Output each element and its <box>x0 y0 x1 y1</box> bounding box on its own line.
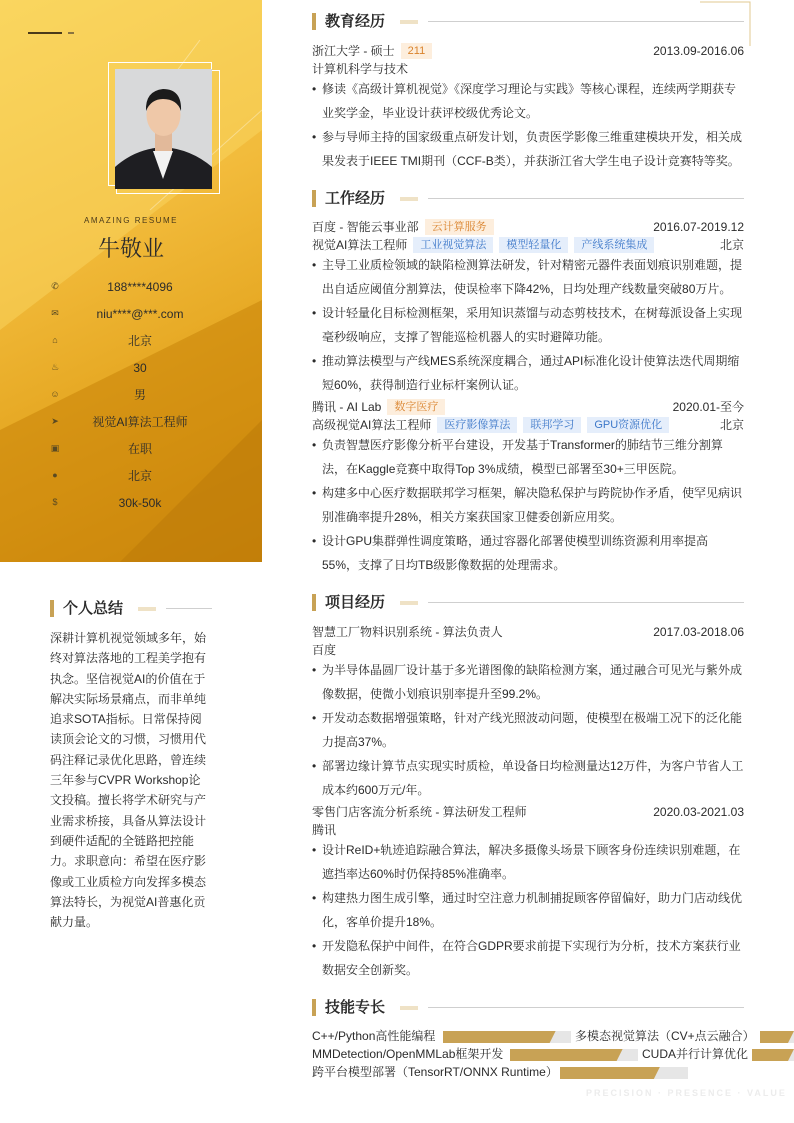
send-icon: ➤ <box>51 416 59 426</box>
briefcase-icon: ▣ <box>50 443 60 453</box>
city-text: 北京 <box>127 469 152 483</box>
skill-name: CUDA并行计算优化 <box>642 1047 749 1061</box>
project-name: 零售门店客流分析系统 - 算法研发工程师 <box>312 805 527 819</box>
list-item: • 修读《高级计算机视觉》《深度学习理论与实践》等核心课程，连续两学期获专业奖学金，毕业设计获评校级优秀论文。 <box>312 77 744 125</box>
list-item: • 主导工业质检领域的缺陷检测算法研发，针对精密元器件表面划痕识别难题，提出自适应阈值分割算法，使误检率下降42%，日均处理产线数量突破80万片。 <box>312 253 744 301</box>
info-gender <box>48 385 248 405</box>
list-item: • 推动算法模型与产线MES系统深度耦合，通过API标准化设计使算法迭代周期缩短60%，获得制造行业标杆案例认证。 <box>312 349 744 397</box>
job-role: 高级视觉AI算法工程师 <box>312 418 432 432</box>
skill-bar-fill <box>443 1031 556 1043</box>
cake-icon: ♨ <box>50 362 60 372</box>
location-icon: ● <box>52 470 58 480</box>
list-item: • 开发隐私保护中间件，在符合GDPR要求前提下实现行为分析，技术方案获行业数据安全创新奖。 <box>312 934 744 982</box>
mail-icon: ✉ <box>51 308 59 318</box>
info-city <box>48 466 248 486</box>
job-header <box>312 218 744 236</box>
position-text: 视觉AI算法工程师 <box>92 415 188 429</box>
project-bullets <box>312 838 744 982</box>
job-city: 北京 <box>719 418 744 432</box>
decorative-line <box>28 32 62 34</box>
job-bullets <box>312 433 744 577</box>
company-name: 百度 - 智能云事业部 <box>312 220 419 234</box>
list-item: • 构建多中心医疗数据联邦学习框架，解决隐私保护与跨院协作矛盾，使罕见病识别准确率提升28%，相关方案获国家卫健委创新应用奖。 <box>312 481 744 529</box>
skill-tag: 模型轻量化 <box>499 237 568 253</box>
skill-name: C++/Python高性能编程 <box>312 1029 436 1043</box>
project-date: 2017.03-2018.06 <box>653 625 744 639</box>
job-date: 2020.01-至今 <box>672 400 744 414</box>
avatar <box>115 69 212 189</box>
age-text: 30 <box>133 361 147 375</box>
candidate-name: 牛敬业 <box>97 237 164 262</box>
job-date: 2016.07-2019.12 <box>653 220 744 234</box>
info-status <box>48 439 248 459</box>
job-bullets <box>312 253 744 397</box>
email-text: niu****@***.com <box>96 307 184 321</box>
school-tag: 211 <box>401 43 433 59</box>
job-role: 视觉AI算法工程师 <box>312 238 408 252</box>
skills-heading: 技能专长 <box>312 998 744 1018</box>
skill-bar <box>560 1067 688 1079</box>
info-age <box>48 358 248 378</box>
project-bullets <box>312 658 744 802</box>
education-bullets <box>312 77 744 173</box>
list-item: • 设计轻量化目标检测框架，采用知识蒸馏与动态剪枝技术，在树莓派设备上实现毫秒级响应，支撑了智能巡检机器人的实时避障功能。 <box>312 301 744 349</box>
skill-bar <box>510 1049 638 1061</box>
skill-name: 跨平台模型部署（TensorRT/ONNX Runtime） <box>312 1065 558 1079</box>
company-tag: 数字医疗 <box>387 399 445 415</box>
info-salary <box>48 493 248 513</box>
education-header <box>312 42 744 60</box>
education-major-row <box>312 60 744 78</box>
project-date: 2020.03-2021.03 <box>653 805 744 819</box>
skill-item <box>575 1027 794 1045</box>
skill-bar <box>443 1031 571 1043</box>
info-phone <box>48 277 248 297</box>
project-org: 腾讯 <box>312 823 337 837</box>
face-icon: ☺ <box>50 389 60 399</box>
summary-heading: 个人总结 <box>50 599 212 619</box>
skill-name: MMDetection/OpenMMLab框架开发 <box>312 1047 504 1061</box>
skill-bar-fill <box>560 1067 660 1079</box>
sidebar-header <box>0 0 262 562</box>
job-role-row <box>312 416 744 434</box>
job-city: 北京 <box>719 238 744 252</box>
project-org-row <box>312 821 744 839</box>
skill-bar-fill <box>510 1049 623 1061</box>
info-position <box>48 412 248 432</box>
skill-tag: 工业视觉算法 <box>413 237 493 253</box>
skill-item <box>312 1063 688 1081</box>
project-org: 百度 <box>312 643 337 657</box>
company-tag: 云计算服务 <box>425 219 494 235</box>
job-header <box>312 398 744 416</box>
skill-item <box>312 1027 572 1045</box>
education-heading: 教育经历 <box>312 12 744 32</box>
list-item: • 设计GPU集群弹性调度策略，通过容器化部署使模型训练资源利用率提高55%，支撑了日均TB级影像数据的处理需求。 <box>312 529 744 577</box>
project-name: 智慧工厂物料识别系统 - 算法负责人 <box>312 625 503 639</box>
info-email <box>48 304 248 324</box>
project-org-row <box>312 641 744 659</box>
skill-name: 多模态视觉算法（CV+点云融合） <box>575 1029 755 1043</box>
skill-item <box>312 1045 638 1063</box>
major: 计算机科学与技术 <box>312 62 409 76</box>
gender-text: 男 <box>133 388 146 402</box>
phone-text: 188****4096 <box>107 280 173 294</box>
list-item: • 设计ReID+轨迹追踪融合算法，解决多摄像头场景下顾客身份连续识别难题，在遮挡率达60%时仍保持85%准确率。 <box>312 838 744 886</box>
list-item: • 开发动态数据增强策略，针对产线光照波动问题，使模型在极端工况下的泛化能力提高37%。 <box>312 706 744 754</box>
list-item: • 负责智慧医疗影像分析平台建设，开发基于Transformer的肺结节三维分割算法，在Kaggle竞赛中取得Top 3%成绩，模型已部署至30+三甲医院。 <box>312 433 744 481</box>
phone-icon: ✆ <box>51 281 59 291</box>
info-hometown <box>48 331 248 351</box>
skill-tag: 医疗影像算法 <box>437 417 517 433</box>
decorative-dot <box>68 32 74 34</box>
resume-tagline: AMAZING RESUME <box>84 216 178 225</box>
skill-bar-fill <box>752 1049 794 1061</box>
list-item: • 部署边缘计算节点实现实时质检，单设备日均检测量达12万件，为客户节省人工成本约600万元/年。 <box>312 754 744 802</box>
education-date: 2013.09-2016.06 <box>653 44 744 58</box>
skill-item <box>642 1045 794 1063</box>
company-name: 腾讯 - AI Lab <box>312 400 382 414</box>
status-text: 在职 <box>127 442 152 456</box>
project-header <box>312 803 744 821</box>
list-item: • 参与导师主持的国家级重点研发计划，负责医学影像三维重建模块开发，相关成果发表于IEEE TMI期刊（CCF-B类），并获浙江省大学生电子设计竞赛特等奖。 <box>312 125 744 173</box>
work-heading: 工作经历 <box>312 189 744 209</box>
hometown-text: 北京 <box>127 334 152 348</box>
skill-bar-fill <box>760 1031 794 1043</box>
summary-text: 深耕计算机视觉领域多年，始终对算法落地的工程美学抱有执念。坚信视觉AI的价值在于解决实际场景痛点，而非单纯追求SOTA指标。日常保持阅读顶会论文的习惯，习惯用代码注释记录优化思路，曾连续三年参与CVPR Workshop论文投稿。擅长将学术研究与产业需求桥接，具备从算法设计到硬件适配的全链路把控能力。求职意向：希望在医疗影像或工业质检方向发挥多模态算法特长，为视觉AI普惠化贡献力量。 <box>50 631 207 930</box>
skill-bar <box>760 1031 794 1043</box>
skill-tag: 联邦学习 <box>523 417 581 433</box>
skill-tag: GPU资源优化 <box>587 417 669 433</box>
job-role-row <box>312 236 744 254</box>
project-header <box>312 623 744 641</box>
list-item: • 构建热力图生成引擎，通过时空注意力机制捕捉顾客停留偏好，助力门店动线优化，客单价提升18%。 <box>312 886 744 934</box>
skill-bar <box>752 1049 794 1061</box>
footer-motto: PRECISION · PRESENCE · VALUE <box>586 1088 787 1098</box>
money-icon: $ <box>52 497 58 507</box>
project-heading: 项目经历 <box>312 593 744 613</box>
skill-tag: 产线系统集成 <box>574 237 654 253</box>
school-name: 浙江大学 - 硕士 <box>312 44 395 58</box>
list-item: • 为半导体晶圆厂设计基于多光谱图像的缺陷检测方案，通过融合可见光与紫外成像数据，使微小划痕识别率提升至99.2%。 <box>312 658 744 706</box>
salary-text: 30k-50k <box>118 496 162 510</box>
home-icon: ⌂ <box>52 335 58 345</box>
